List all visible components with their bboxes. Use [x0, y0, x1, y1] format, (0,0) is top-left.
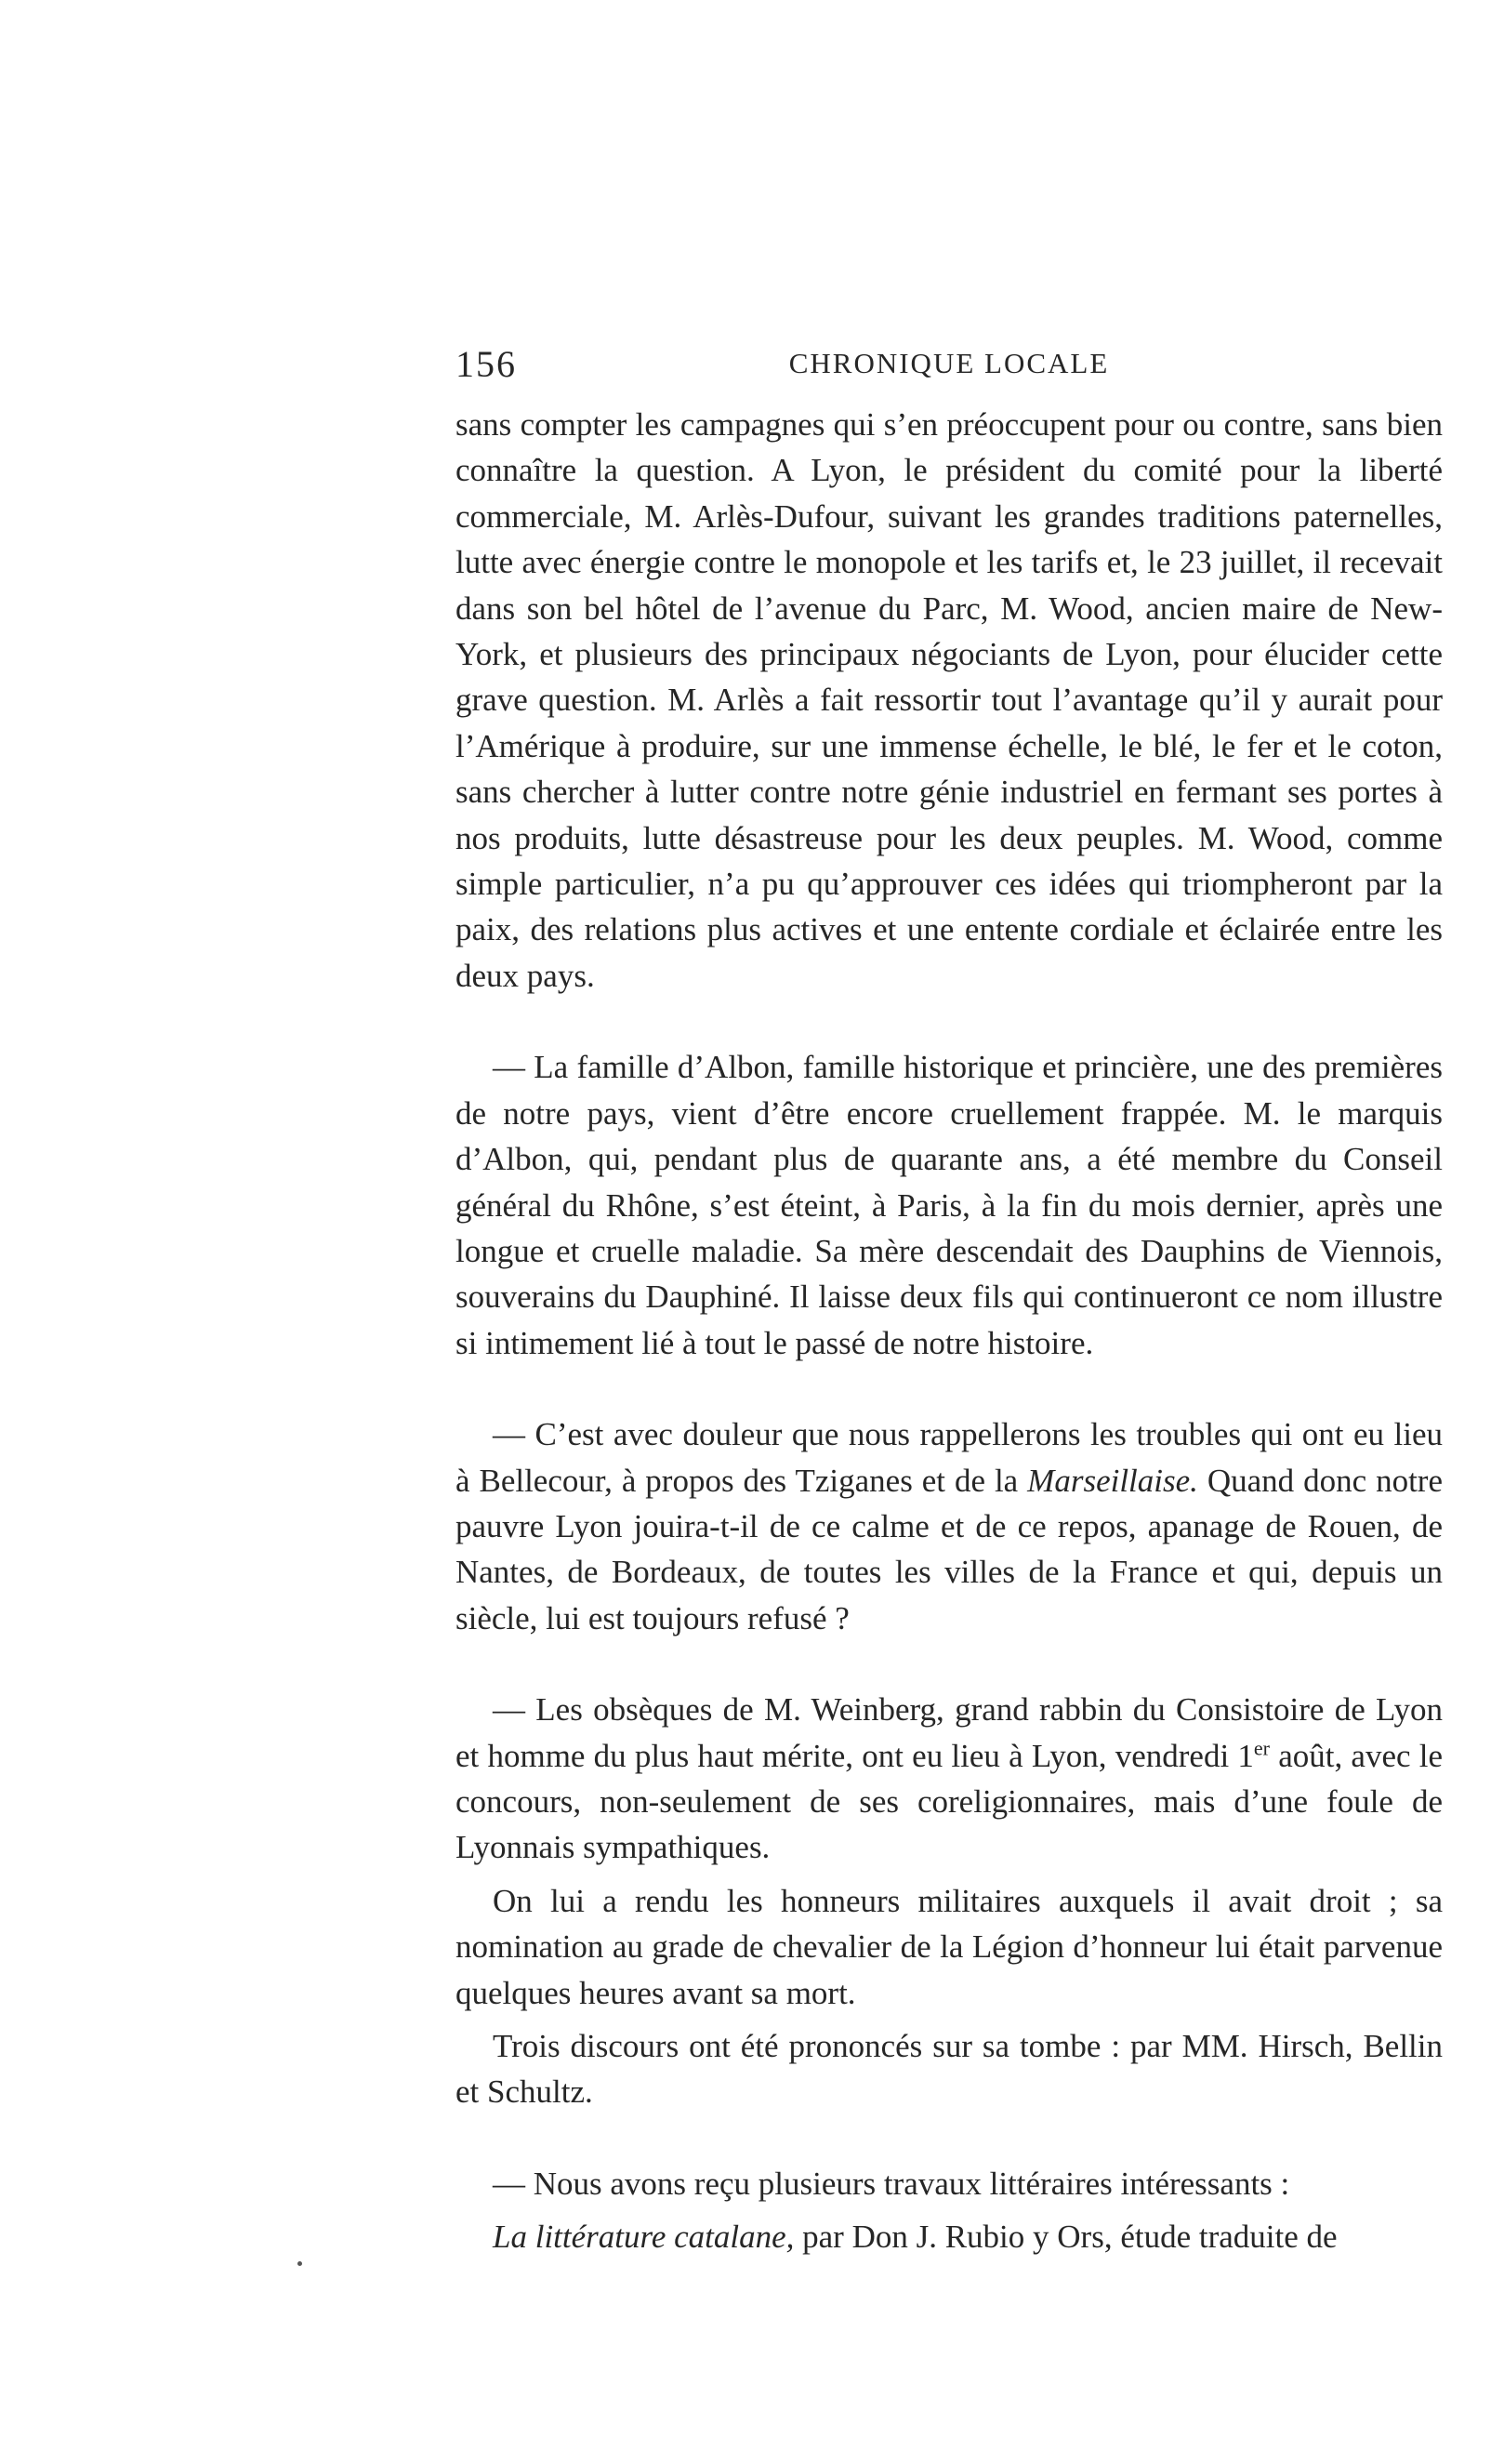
bellecour-text-start: — C’est avec douleur que nous rappellerons les troubles qui ont eu lieu à Bellecour, à propos des Tziganes et de la: [455, 1416, 1443, 1499]
paragraph-speeches: Trois discours ont été prononcés sur sa tombe : par MM. Hirsch, Bellin et Schultz.: [455, 2028, 1443, 2111]
weinberg-text-end: août, avec le concours, non-seulement de ses coreligionnaires, mais d’une foule de Lyonnais sympathiques.: [455, 1737, 1443, 1866]
ink-speck: [297, 2261, 302, 2266]
body-text: [455, 402, 1443, 2260]
weinberg-text-start: — Les obsèques de M. Weinberg, grand rabbin du Consistoire de Lyon et homme du plus haut mérite, ont eu lieu à Lyon, vendredi 1: [455, 1691, 1443, 1774]
catalan-text: par Don J. Rubio y Ors, étude traduite de: [794, 2219, 1338, 2256]
page-header: [455, 342, 1443, 398]
book-title: La littérature catalane,: [493, 2219, 795, 2256]
bellecour-text-end: Quand donc notre pauvre Lyon jouira-t-il de ce calme et de ce repos, apanage de Rouen, de Nantes, de Bordeaux, de toutes les villes de la France et qui, depuis un siècle, lui est toujours refusé ?: [455, 1462, 1444, 1636]
paragraph-albon: — La famille d’Albon, famille historique et princière, une des premières de notre pays, vient d’être encore cruellement frappée. M. le marquis d’Albon, qui, pendant plus de quarante ans, a été membre du Conseil général du Rhône, s’est éteint, à Paris, à la fin du mois dernier, après une longue et cruelle maladie. Sa mère descendait des Dauphins de Viennois, souverains du Dauphiné. Il laisse deux fils qui continueront ce nom illustre si intimement lié à tout le passé de notre histoire.: [455, 1049, 1443, 1361]
paragraph-free-trade: sans compter les campagnes qui s’en préoccupent pour ou contre, sans bien connaître la question. A Lyon, le président du comité pour la liberté commerciale, M. Arlès-Dufour, suivant les grandes traditions paternelles, lutte avec énergie contre le monopole et les tarifs et, le 23 juillet, il recevait dans son bel hôtel de l’avenue du Parc, M. Wood, ancien maire de New-York, et plusieurs des principaux négociants de Lyon, pour élucider cette grave question. M. Arlès a fait ressortir tout l’avantage qu’il y aurait pour l’Amérique à produire, sur une immense échelle, le blé, le fer et le coton, sans chercher à lutter contre notre génie industriel en fermant ses portes à nos produits, lutte désastreuse pour les deux peuples. M. Wood, comme simple particulier, n’a pu qu’approuver ces idées qui triompheront par la paix, des relations plus actives et une entente cordiale et éclairée entre les deux pays.: [455, 406, 1443, 994]
paragraph-honors: On lui a rendu les honneurs militaires auxquels il avait droit ; sa nomination au grade de chevalier de la Légion d’honneur lui était parvenue quelques heures avant sa mort.: [455, 1882, 1443, 2011]
marseillaise-title: Marseillaise.: [1027, 1462, 1198, 1499]
ordinal-superscript: er: [1253, 1735, 1270, 1759]
running-title: CHRONIQUE LOCALE: [788, 347, 1110, 379]
paragraph-weinberg: [455, 1687, 1443, 1871]
page-number: 156: [455, 343, 517, 385]
paragraph-catalan-literature: [455, 2214, 1443, 2259]
paragraph-bellecour: [455, 1411, 1443, 1641]
paragraph-literary-works: — Nous avons reçu plusieurs travaux littéraires intéressants :: [493, 2165, 1290, 2202]
